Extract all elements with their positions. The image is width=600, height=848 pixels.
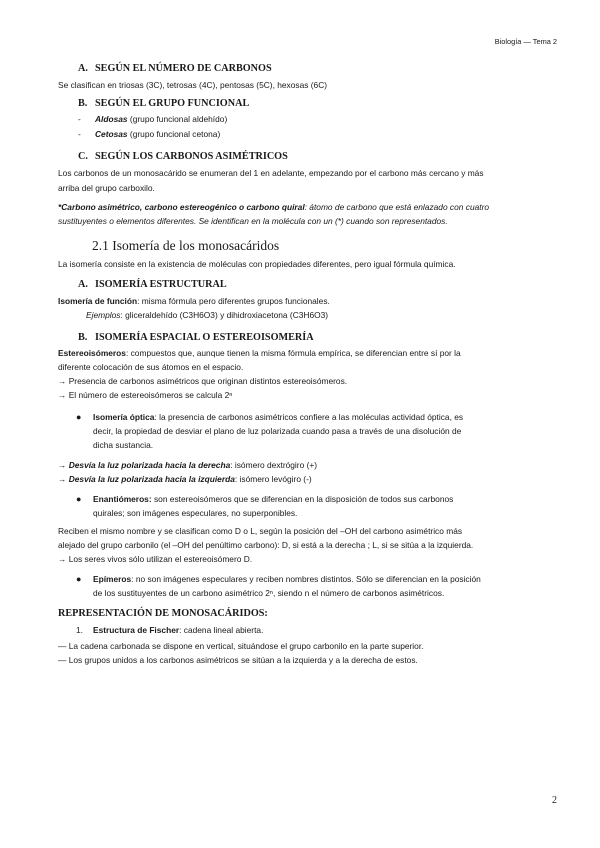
paragraph-isomeria-funcion: Isomería de función: misma fórmula pero diferentes grupos funcionales. Ejemplos: gliceraldehído (C3H6O3) y dihidroxiacetona (C3H6O3) bbox=[58, 296, 330, 321]
paragraph-estereoisomeros: Estereoisómeros: compuestos que, aunque tienen la misma fórmula empírica, se diferencian entre sí por la diferente colocación de sus átomos en el espacio. → Presencia de carbonos asimétricos que originan distintos estereoisómeros. → El número de estereoisómeros se calcula 2ⁿ bbox=[58, 348, 461, 401]
page-number: 2 bbox=[552, 794, 557, 806]
paragraph-enumeracion-carbonos: Los carbonos de un monosacárido se enumeran del 1 en adelante, empezando por el carbono más cercano y más arriba del grupo carboxilo. bbox=[58, 168, 484, 194]
heading-estereoisomeria: B. ISOMERÍA ESPACIAL O ESTEREOISOMERÍA bbox=[78, 332, 314, 343]
bullet-isomeria-optica: ● Isomería óptica: la presencia de carbonos asimétricos confiere a las moléculas actividad óptica, es decir, la propiedad de desviar el plano de luz polarizada cuando pasa a través de una disolución de dicha sustancia. bbox=[76, 412, 464, 451]
list-item-aldosas: - Aldosas (grupo funcional aldehído) bbox=[78, 114, 228, 124]
bullet-icon: ● bbox=[76, 494, 82, 504]
paragraph-isomeria-definicion: La isomería consiste en la existencia de moléculas con propiedades diferentes, pero igual fórmula química. bbox=[58, 259, 456, 269]
paragraph-clasificacion-carbonos: Se clasifican en triosas (3C), tetrosas (4C), pentosas (5C), hexosas (6C) bbox=[58, 80, 328, 90]
running-head: Biología — Tema 2 bbox=[494, 37, 557, 46]
list-item-cetosas: - Cetosas (grupo funcional cetona) bbox=[78, 129, 221, 140]
heading-segun-grupo-funcional: B. SEGÚN EL GRUPO FUNCIONAL bbox=[78, 98, 250, 109]
list-item-estructura-fischer: 1. Estructura de Fischer: cadena lineal abierta. bbox=[76, 625, 264, 635]
bullet-enantiomeros: ● Enantiómeros: son estereoisómeros que se diferencian en la disposición de todos sus carbonos quirales; son imágenes especulares, no superponibles. bbox=[76, 494, 454, 519]
paragraph-desviacion-luz: → Desvía la luz polarizada hacia la derecha: isómero dextrógiro (+) → Desvía la luz polarizada hacia la izquierda: isómero levógiro (-) bbox=[58, 460, 318, 485]
bullet-epimeros: ● Epímeros: no son imágenes especulares y reciben nombres distintos. Sólo se diferencian en la posición de los sustituyentes de un carbono asimétrico 2ⁿ, siendo n el número de carbonos asimétricos. bbox=[76, 574, 481, 599]
bullet-icon: ● bbox=[76, 412, 82, 422]
paragraph-fischer-detalles: — La cadena carbonada se dispone en vertical, situándose el grupo carbonilo en la parte superior. — Los grupos unidos a los carbonos asimétricos se sitúan a la izquierda y a la derecha de estos. bbox=[58, 641, 424, 666]
heading-segun-numero-carbonos: A. SEGÚN EL NÚMERO DE CARBONOS bbox=[78, 63, 272, 74]
section-title-isomeria: 2.1 Isomería de los monosacáridos bbox=[92, 238, 280, 253]
bullet-icon: ● bbox=[76, 574, 82, 584]
heading-isomeria-estructural: A. ISOMERÍA ESTRUCTURAL bbox=[78, 279, 227, 290]
heading-representacion-monosacaridos: REPRESENTACIÓN DE MONOSACÁRIDOS: bbox=[58, 608, 268, 619]
heading-segun-carbonos-asimetricos: C. SEGÚN LOS CARBONOS ASIMÉTRICOS bbox=[78, 151, 288, 162]
paragraph-clasificacion-d-l: Reciben el mismo nombre y se clasifican como D o L, según la posición del –OH del carbono asimétrico más alejado del grupo carbonilo (el –OH del penúltimo carbono): D, si está a la derecha ; L, si se sitúa a la izquierda. → Los seres vivos sólo utilizan el estereoisómero D. bbox=[58, 526, 474, 565]
note-carbono-asimetrico: *Carbono asimétrico, carbono estereogénico o carbono quiral: átomo de carbono que está enlazado con cuatro sustituyentes o elementos diferentes. Se identifican en la molécula con un (*) cuando son representados. bbox=[58, 202, 490, 227]
